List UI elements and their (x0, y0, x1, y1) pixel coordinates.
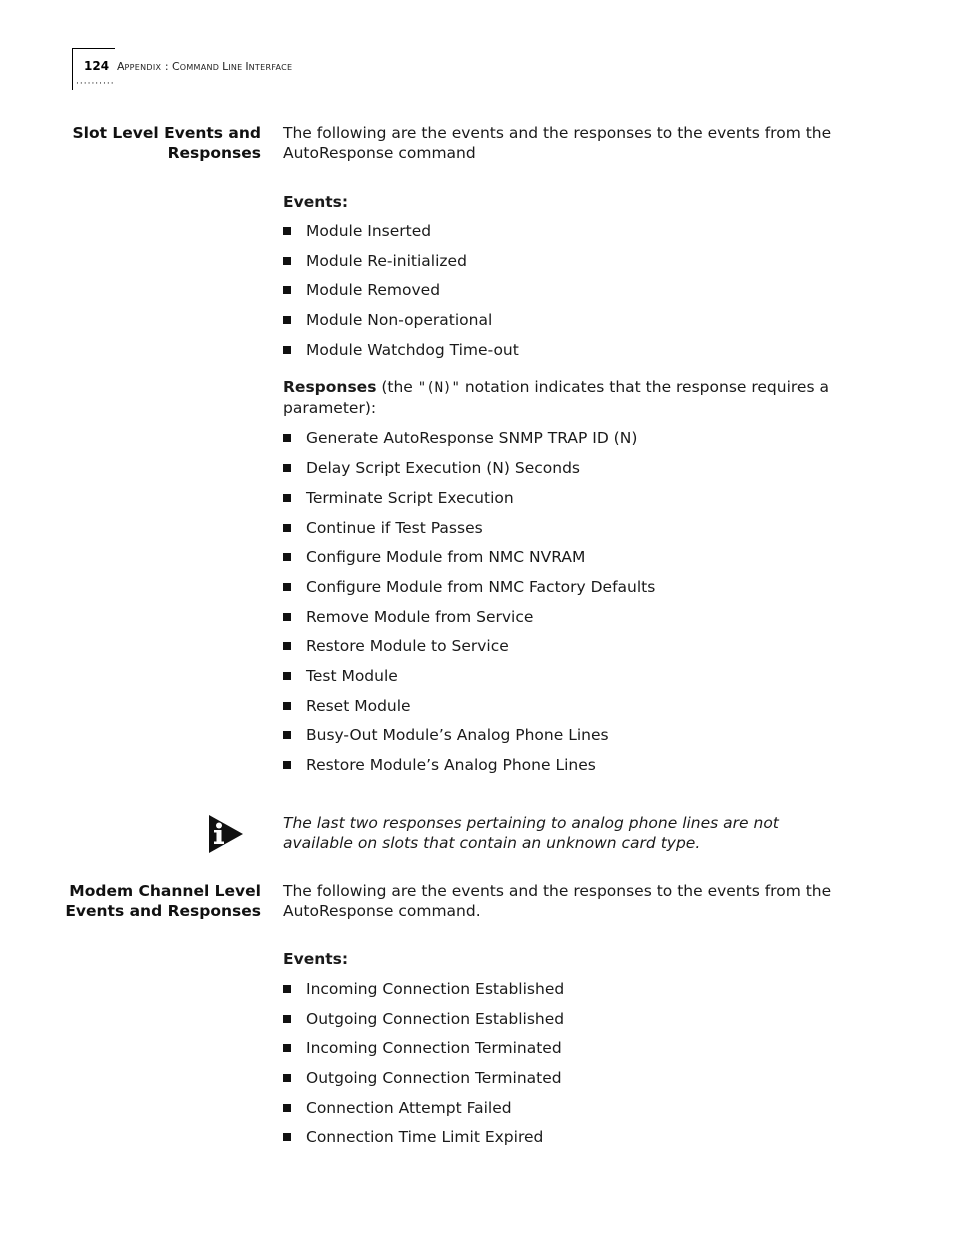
responses-note-pre: (the (376, 378, 418, 397)
list-item: Configure Module from NMC NVRAM (283, 547, 853, 577)
responses-note-code: "(N)" (417, 380, 460, 397)
bullet (283, 227, 291, 235)
list-item: Terminate Script Execution (283, 488, 853, 518)
list-item: Remove Module from Service (283, 607, 853, 637)
running-head-c-rest: OMMAND (179, 63, 223, 72)
modem-events-label: Events: (283, 950, 349, 968)
note-text: The last two responses pertaining to analog phone lines are not available on slots that contain an unknown card type. (283, 814, 779, 852)
responses-note-post: notation indicates that the response requires a parameter): (283, 378, 829, 418)
bullet (283, 464, 291, 472)
list-item: Busy-Out Module’s Analog Phone Lines (283, 725, 853, 755)
list-item: Delay Script Execution (N) Seconds (283, 458, 853, 488)
bullet (283, 731, 291, 739)
list-item: Outgoing Connection Terminated (283, 1068, 853, 1098)
slot-events-label: Events: (283, 193, 349, 211)
slot-heading-line2: Responses (167, 144, 261, 162)
list-item: Test Module (283, 666, 853, 696)
list-item: Module Re-initialized (283, 251, 853, 281)
running-head-sep: : (161, 60, 173, 73)
list-item: Reset Module (283, 696, 853, 726)
running-head-l-rest: INE (228, 63, 246, 72)
running-head-l-initial: L (222, 60, 229, 73)
bullet (283, 672, 291, 680)
bullet (283, 702, 291, 710)
modem-heading-line2: Events and Responses (65, 902, 261, 920)
bullet (283, 642, 291, 650)
list-item: Restore Module to Service (283, 636, 853, 666)
modem-section-heading (61, 881, 261, 921)
slot-intro: The following are the events and the responses to the events from the AutoResponse command (283, 124, 832, 162)
list-item: Incoming Connection Established (283, 979, 853, 1009)
bullet (283, 761, 291, 769)
bullet (283, 1104, 291, 1112)
slot-events-list (283, 221, 853, 369)
list-item: Module Watchdog Time-out (283, 340, 853, 370)
bullet (283, 316, 291, 324)
slot-section-body (283, 123, 853, 785)
list-item: Continue if Test Passes (283, 518, 853, 548)
page-number: 124 (84, 59, 110, 73)
responses-label: Responses (283, 378, 377, 397)
list-item: Outgoing Connection Established (283, 1009, 853, 1039)
list-item: Incoming Connection Terminated (283, 1038, 853, 1068)
bullet (283, 553, 291, 561)
list-item: Module Removed (283, 280, 853, 310)
list-item: Connection Time Limit Expired (283, 1127, 853, 1157)
modem-events-list (283, 979, 853, 1157)
bullet (283, 524, 291, 532)
header-rule-vertical (72, 48, 73, 90)
bullet (283, 286, 291, 294)
slot-responses-list (283, 428, 853, 784)
header-rule (72, 48, 115, 49)
running-head-c-initial: C (172, 60, 180, 73)
running-head-i-initial: I (245, 60, 249, 73)
running-head-i-rest: NTERFACE (248, 63, 293, 72)
modem-intro: The following are the events and the responses to the events from the AutoResponse command. (283, 882, 832, 920)
slot-responses-intro (283, 377, 853, 418)
bullet (283, 985, 291, 993)
bullet (283, 494, 291, 502)
modem-section-body (283, 881, 853, 1157)
list-item: Generate AutoResponse SNMP TRAP ID (N) (283, 428, 853, 458)
modem-heading-line1: Modem Channel Level (69, 882, 261, 900)
running-head (117, 60, 292, 73)
list-item: Configure Module from NMC Factory Defaults (283, 577, 853, 607)
header-dots: ·········· (76, 79, 115, 89)
running-head-appendix-rest: PPENDIX (124, 63, 162, 72)
bullet (283, 257, 291, 265)
bullet (283, 434, 291, 442)
list-item: Restore Module’s Analog Phone Lines (283, 755, 853, 785)
bullet (283, 583, 291, 591)
bullet (283, 613, 291, 621)
bullet (283, 1133, 291, 1141)
list-item: Connection Attempt Failed (283, 1098, 853, 1128)
bullet (283, 1044, 291, 1052)
slot-section-heading (61, 123, 261, 163)
list-item: Module Non-operational (283, 310, 853, 340)
running-head-appendix-initial: A (117, 60, 125, 73)
bullet (283, 1074, 291, 1082)
slot-heading-line1: Slot Level Events and (72, 124, 261, 142)
info-icon (207, 813, 245, 855)
list-item: Module Inserted (283, 221, 853, 251)
bullet (283, 346, 291, 354)
bullet (283, 1015, 291, 1023)
